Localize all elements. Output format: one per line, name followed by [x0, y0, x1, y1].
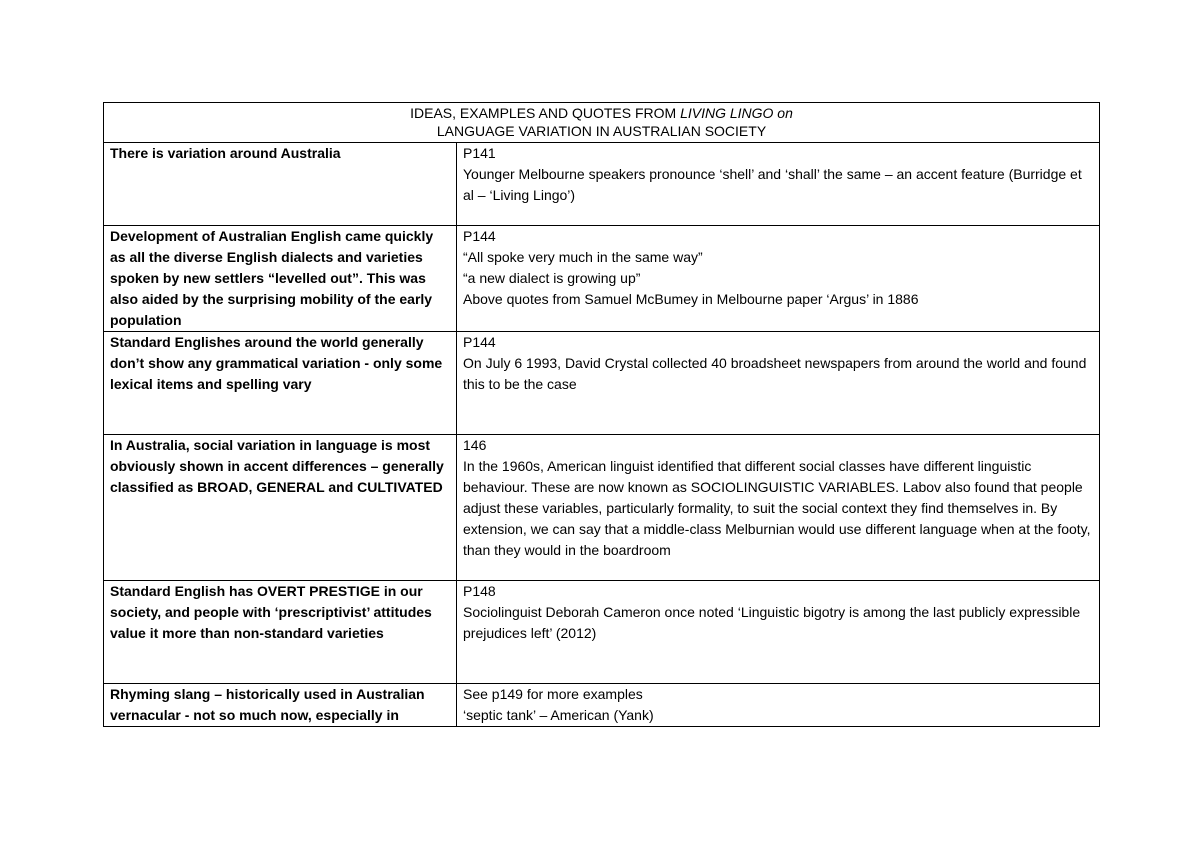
idea-cell: Standard English has OVERT PRESTIGE in our society, and people with ‘prescriptivist’ attitudes value it more than non-standard varieties [104, 581, 457, 684]
table-row [104, 581, 1100, 684]
page-reference: P141 [463, 145, 496, 161]
page-reference: 146 [463, 437, 487, 453]
evidence-cell [457, 581, 1100, 684]
table-row [104, 332, 1100, 435]
evidence-text: Sociolinguist Deborah Cameron once noted ‘Linguistic bigotry is among the last publicly expressible prejudices left’ (2012) [463, 604, 1081, 641]
idea-cell: Rhyming slang – historically used in Australian vernacular - not so much now, especially in [104, 684, 457, 727]
table-row [104, 684, 1100, 727]
evidence-cell [457, 332, 1100, 435]
evidence-text: “a new dialect is growing up” [463, 270, 641, 286]
idea-cell: There is variation around Australia [104, 143, 457, 226]
page-reference: P144 [463, 334, 496, 350]
evidence-cell [457, 684, 1100, 727]
evidence-cell [457, 226, 1100, 332]
notes-table [103, 102, 1100, 727]
evidence-text: Younger Melbourne speakers pronounce ‘shell’ and ‘shall’ the same – an accent feature (Burridge et al – ‘Living Lingo’) [463, 166, 1082, 203]
evidence-text: On July 6 1993, David Crystal collected 40 broadsheet newspapers from around the world and found this to be the case [463, 355, 1087, 392]
page-reference: P144 [463, 228, 496, 244]
evidence-text: “All spoke very much in the same way” [463, 249, 703, 265]
table-title [104, 103, 1100, 143]
table-title-line1: IDEAS, EXAMPLES AND QUOTES FROM LIVING LINGO on [410, 105, 793, 121]
table-title-line2: LANGUAGE VARIATION IN AUSTRALIAN SOCIETY [436, 123, 767, 139]
idea-cell: Standard Englishes around the world generally don’t show any grammatical variation - only some lexical items and spelling vary [104, 332, 457, 435]
table-row [104, 435, 1100, 581]
table-row [104, 143, 1100, 226]
evidence-text: In the 1960s, American linguist identified that different social classes have different linguistic behaviour. These are now known as SOCIOLINGUISTIC VARIABLES. Labov also found that people adjust these variables, particularly formality, to suit the social context they find themselves in. By extension, we can say that a middle-class Melburnian would use different language when at the footy, than they would in the boardroom [463, 458, 1091, 558]
evidence-text: ‘septic tank’ – American (Yank) [463, 707, 654, 723]
evidence-text: See p149 for more examples [463, 686, 643, 702]
idea-cell: Development of Australian English came quickly as all the diverse English dialects and varieties spoken by new settlers “levelled out”. This was also aided by the surprising mobility of the early population [104, 226, 457, 332]
evidence-text: Above quotes from Samuel McBumey in Melbourne paper ‘Argus’ in 1886 [463, 291, 919, 307]
evidence-cell [457, 143, 1100, 226]
page-reference: P148 [463, 583, 496, 599]
idea-cell: In Australia, social variation in language is most obviously shown in accent differences – generally classified as BROAD, GENERAL and CULTIVATED [104, 435, 457, 581]
table-row [104, 226, 1100, 332]
table-header-row [104, 103, 1100, 143]
evidence-cell [457, 435, 1100, 581]
